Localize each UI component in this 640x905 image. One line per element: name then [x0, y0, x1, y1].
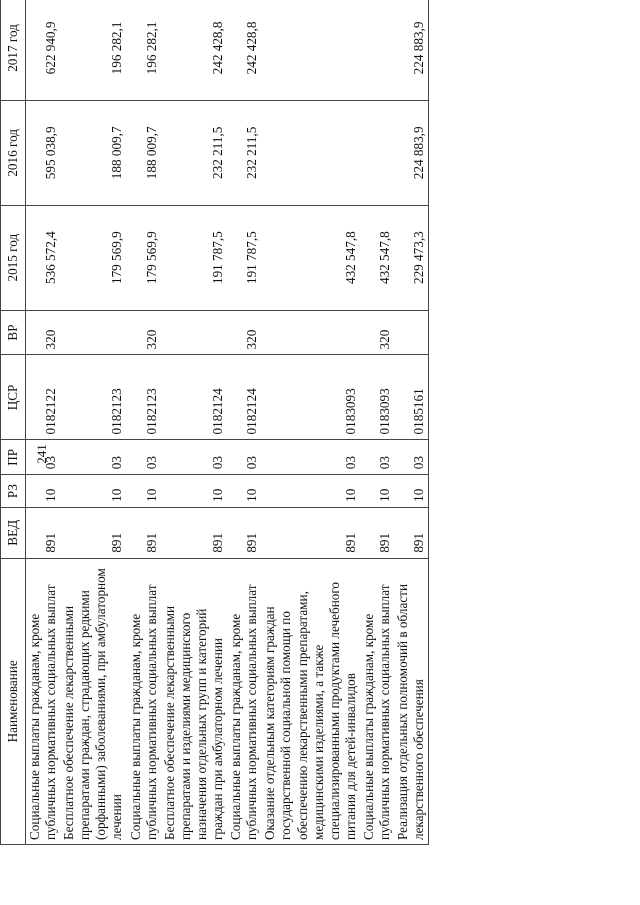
cell-rz: 10 [161, 475, 227, 508]
cell-2015: 432 547,8 [261, 205, 360, 310]
page-number: 241 [33, 444, 49, 464]
cell-csr: 0182124 [227, 355, 261, 440]
cell-2015: 179 569,9 [60, 205, 126, 310]
cell-vr [60, 310, 126, 355]
cell-2016 [360, 100, 394, 205]
cell-name: Социальные выплаты гражданам, кроме публичных нормативных социальных выплат [360, 558, 394, 844]
cell-pr: 03 [261, 440, 360, 475]
cell-csr: 0182124 [161, 355, 227, 440]
cell-2016: 188 009,7 [127, 100, 161, 205]
cell-vr: 320 [227, 310, 261, 355]
cell-rz: 10 [26, 475, 61, 508]
cell-vr: 320 [26, 310, 61, 355]
cell-name: Реализация отдельных полномочий в области лекарственного обеспечения [394, 558, 429, 844]
cell-ved: 891 [360, 507, 394, 558]
cell-pr: 03 [227, 440, 261, 475]
cell-2015: 191 787,5 [161, 205, 227, 310]
cell-ved: 891 [261, 507, 360, 558]
cell-2015: 432 547,8 [360, 205, 394, 310]
cell-pr: 03 [60, 440, 126, 475]
table-row [161, 0, 227, 845]
cell-pr: 03 [26, 440, 61, 475]
cell-2015: 179 569,9 [127, 205, 161, 310]
cell-2017 [360, 0, 394, 100]
cell-ved: 891 [394, 507, 429, 558]
cell-name: Социальные выплаты гражданам, кроме публичных нормативных социальных выплат [26, 558, 61, 844]
cell-2017: 196 282,1 [127, 0, 161, 100]
cell-2016: 224 883,9 [394, 100, 429, 205]
cell-csr: 0185161 [394, 355, 429, 440]
cell-vr: 320 [360, 310, 394, 355]
cell-rz: 10 [127, 475, 161, 508]
cell-2017: 224 883,9 [394, 0, 429, 100]
cell-vr [394, 310, 429, 355]
cell-pr: 03 [161, 440, 227, 475]
header-ved: ВЕД [1, 507, 26, 558]
cell-csr: 0182123 [127, 355, 161, 440]
cell-name: Социальные выплаты гражданам, кроме публичных нормативных социальных выплат [127, 558, 161, 844]
cell-2016: 188 009,7 [60, 100, 126, 205]
header-2017: 2017 год [1, 0, 26, 100]
cell-name: Бесплатное обеспечение лекарственными препаратами граждан, страдающих редкими (орфанными) заболеваниями, при амбулаторном лечении [60, 558, 126, 844]
cell-2017 [261, 0, 360, 100]
header-2015: 2015 год [1, 205, 26, 310]
cell-2016: 232 211,5 [227, 100, 261, 205]
table-header-row [1, 0, 26, 845]
cell-vr [161, 310, 227, 355]
cell-vr [261, 310, 360, 355]
cell-name: Бесплатное обеспечение лекарственными препаратами и изделиями медицинского назначения отдельных групп и категорий граждан при амбулаторном лечении [161, 558, 227, 844]
cell-2015: 191 787,5 [227, 205, 261, 310]
table-row [26, 0, 61, 845]
header-vr: ВР [1, 310, 26, 355]
table-row [60, 0, 126, 845]
header-2016: 2016 год [1, 100, 26, 205]
cell-csr: 0182122 [26, 355, 61, 440]
header-csr: ЦСР [1, 355, 26, 440]
cell-csr: 0182123 [60, 355, 126, 440]
table-row [360, 0, 394, 845]
table-row [261, 0, 360, 845]
cell-rz: 10 [227, 475, 261, 508]
cell-name: Оказание отдельным категориям граждан государственной социальной помощи по обеспечению лекарственными препаратами, медицинскими изделиями, а также специализированными продуктами лечебного питания для детей-инвалидов [261, 558, 360, 844]
cell-pr: 03 [360, 440, 394, 475]
cell-rz: 10 [394, 475, 429, 508]
cell-ved: 891 [227, 507, 261, 558]
cell-2015: 229 473,3 [394, 205, 429, 310]
cell-rz: 10 [60, 475, 126, 508]
cell-2017: 242 428,8 [227, 0, 261, 100]
cell-2017: 242 428,8 [161, 0, 227, 100]
cell-pr: 03 [127, 440, 161, 475]
table-row [227, 0, 261, 845]
cell-2015: 536 572,4 [26, 205, 61, 310]
header-name: Наименование [1, 558, 26, 844]
table-row [394, 0, 429, 845]
cell-ved: 891 [161, 507, 227, 558]
cell-ved: 891 [127, 507, 161, 558]
cell-2016: 232 211,5 [161, 100, 227, 205]
cell-csr: 0183093 [261, 355, 360, 440]
cell-csr: 0183093 [360, 355, 394, 440]
cell-2017: 196 282,1 [60, 0, 126, 100]
cell-rz: 10 [360, 475, 394, 508]
cell-name: Социальные выплаты гражданам, кроме публичных нормативных социальных выплат [227, 558, 261, 844]
cell-ved: 891 [60, 507, 126, 558]
header-rz: РЗ [1, 475, 26, 508]
table-row [127, 0, 161, 845]
cell-2016: 595 038,9 [26, 100, 61, 205]
header-pr: ПР [1, 440, 26, 475]
cell-ved: 891 [26, 507, 61, 558]
cell-pr: 03 [394, 440, 429, 475]
cell-2017: 622 940,9 [26, 0, 61, 100]
cell-vr: 320 [127, 310, 161, 355]
cell-rz: 10 [261, 475, 360, 508]
cell-2016 [261, 100, 360, 205]
